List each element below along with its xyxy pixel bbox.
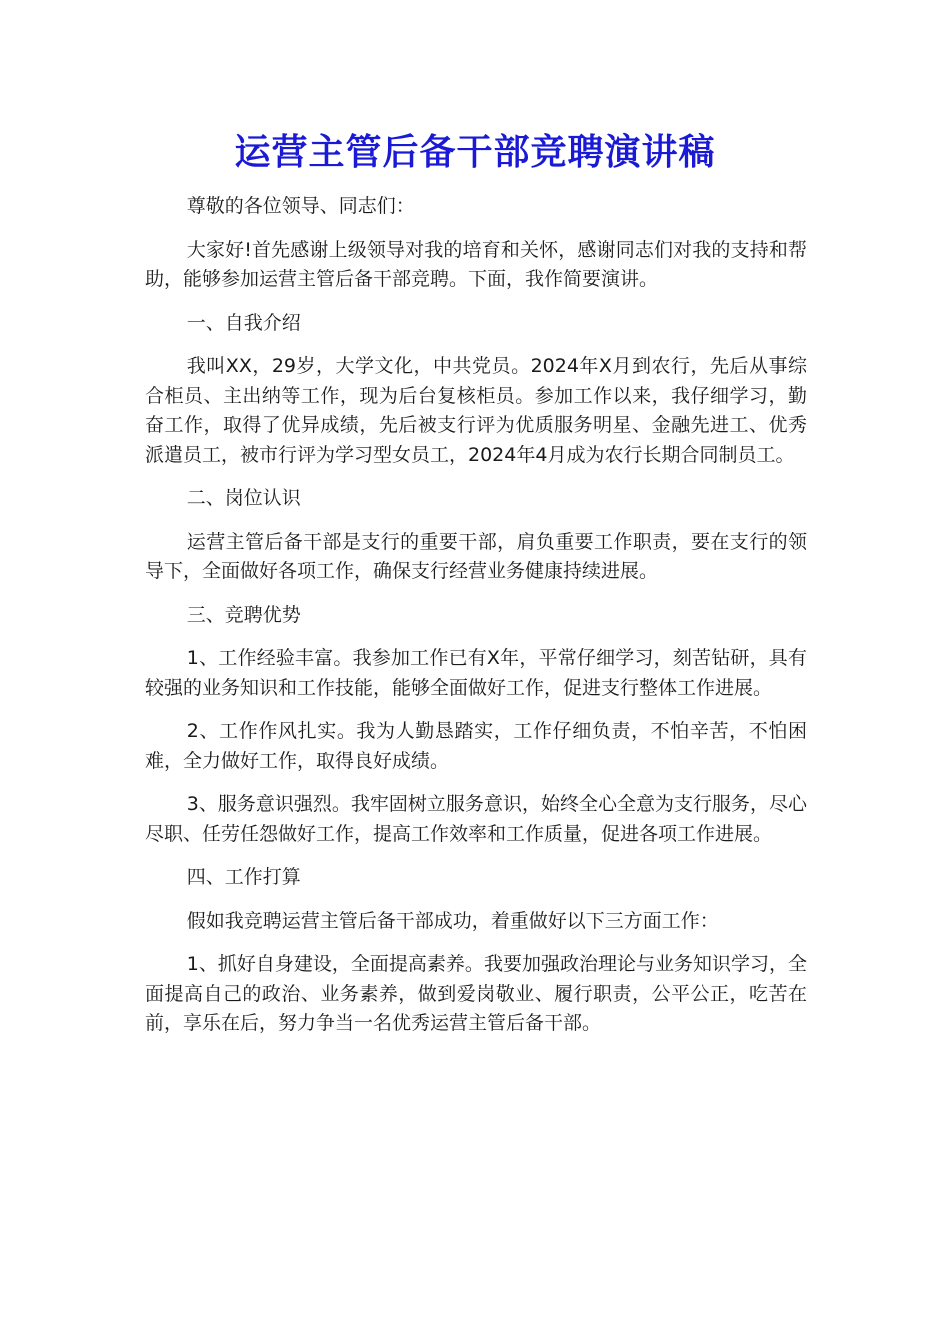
advantage-paragraph-1: 1、工作经验丰富。我参加工作已有X年，平常仔细学习，刻苦钻研，具有较强的业务知识和工作技能，能够全面做好工作，促进支行整体工作进展。 [145,647,807,699]
advantage-paragraph-3: 3、服务意识强烈。我牢固树立服务意识，始终全心全意为支行服务，尽心尽职、任劳任怨做好工作，提高工作效率和工作质量，促进各项工作进展。 [145,793,807,845]
section-heading-plans: 四、工作打算 [186,866,301,888]
section-heading-self-intro: 一、自我介绍 [186,311,301,334]
section-heading-advantages: 三、竞聘优势 [186,603,301,626]
document-body [145,192,807,1053]
advantage-paragraph-2: 2、工作作风扎实。我为人勤恳踏实，工作仔细负责，不怕辛苦，不怕困难，全力做好工作，取得良好成绩。 [145,720,807,772]
section-heading-role: 二、岗位认识 [186,487,301,509]
salutation-paragraph: 尊敬的各位领导、同志们： [186,195,415,217]
plans-intro-paragraph: 假如我竞聘运营主管后备干部成功，着重做好以下三方面工作： [186,909,719,932]
role-paragraph: 运营主管后备干部是支行的重要干部，肩负重要工作职责，要在支行的领导下，全面做好各项工作，确保支行经营业务健康持续进展。 [145,530,807,582]
opening-paragraph: 大家好!首先感谢上级领导对我的培育和关怀，感谢同志们对我的支持和帮助，能够参加运营主管后备干部竞聘。下面，我作简要演讲。 [145,238,807,290]
plan-paragraph-1: 1、抓好自身建设，全面提高素养。我要加强政治理论与业务知识学习，全面提高自己的政治、业务素养，做到爱岗敬业、履行职责，公平公正，吃苦在前，享乐在后，努力争当一名优秀运营主管后备干部。 [145,953,807,1034]
document-title: 运营主管后备干部竞聘演讲稿 [234,131,716,173]
self-intro-paragraph: 我叫XX，29岁，大学文化，中共党员。2024年X月到农行，先后从事综合柜员、主出纳等工作，现为后台复核柜员。参加工作以来，我仔细学习，勤奋工作，取得了优异成绩，先后被支行评为优质服务明星、金融先进工、优秀派遣员工，被市行评为学习型女员工，2024年4月成为农行长期合同制员工。 [145,355,807,466]
